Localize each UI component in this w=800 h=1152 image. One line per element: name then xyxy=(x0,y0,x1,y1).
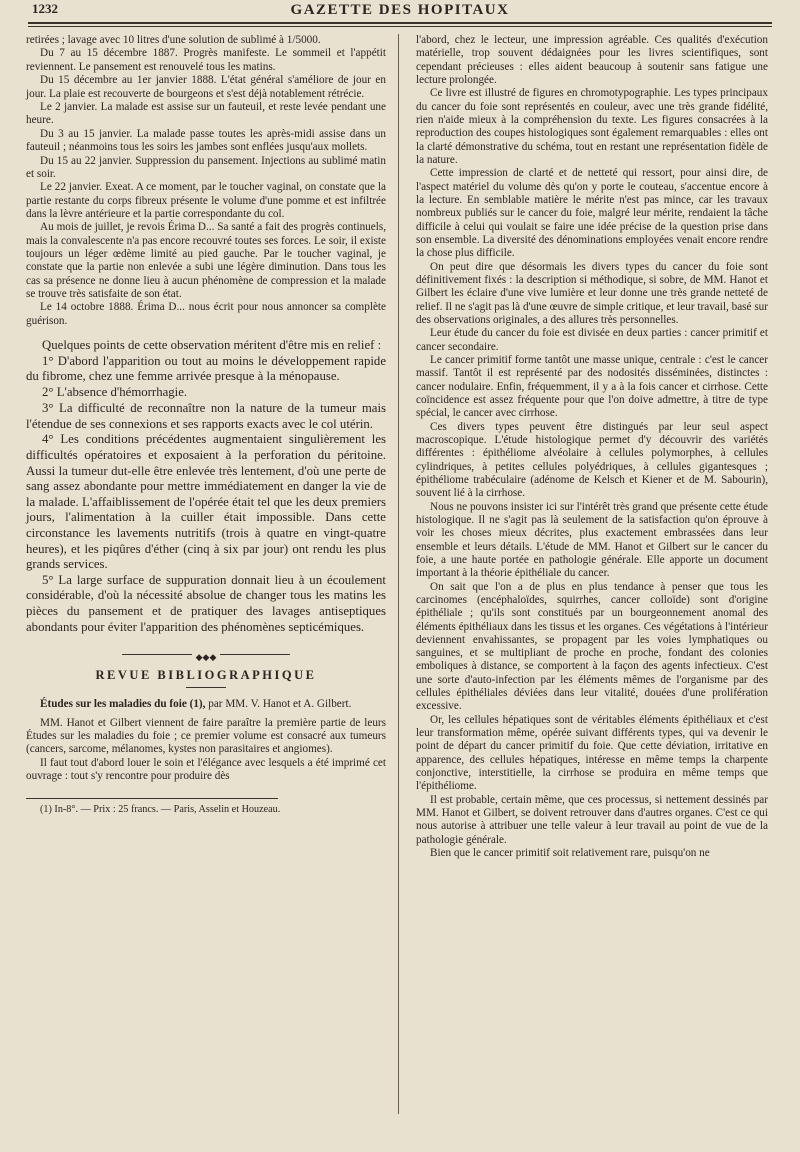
case-note: Du 7 au 15 décembre 1887. Progrès manifeste. Le sommeil et l'appétit reviennent. Le pansement est renouvelé tous les matins. xyxy=(26,47,386,73)
case-note: Le 2 janvier. La malade est assise sur un fauteuil, et reste levée pendant une heure. xyxy=(26,101,386,127)
journal-title: GAZETTE DES HOPITAUX xyxy=(290,2,510,18)
case-note: Au mois de juillet, je revois Érima D... Sa santé a fait des progrès continuels, mais la convalescente n'a pas encore recouvré toutes ses forces. Le soir, il existe toujours un léger œdème limité au pied gauche. Par le toucher vaginal, je constate que la partie non enlevée a subi une légère diminution. Dans tous les cas sa présence ne donne lieu à aucun phénomène de compression et la malade se trouve très satisfaite de son état. xyxy=(26,221,386,300)
review-paragraph: Bien que le cancer primitif soit relativement rare, puisqu'on ne xyxy=(430,847,710,860)
book-entry xyxy=(26,698,386,711)
column-separator xyxy=(398,34,399,1114)
case-notes xyxy=(26,34,386,328)
footnote: (1) In-8°. — Prix : 25 francs. — Paris, Asselin et Houzeau. xyxy=(40,803,281,815)
review-paragraph: Or, les cellules hépatiques sont de véritables éléments épithéliaux et c'est leur transformation même, opérée suivant différents types, qui va devenir le point de départ du cancer primitif du foie. Que cette déviation, irritative en apparence, des cellules hépatiques, intéresse en même temps la charpente conjonctive, interstitielle, la cirrhose se produira en même temps que l'épithéliome. xyxy=(416,713,768,793)
review-paragraph: Leur étude du cancer du foie est divisée en deux parties : cancer primitif et cancer secondaire. xyxy=(416,327,768,353)
case-note: Du 15 au 22 janvier. Suppression du pansement. Injections au sublimé matin et soir. xyxy=(26,154,386,180)
page-header xyxy=(28,0,772,24)
book-authors: par MM. V. Hanot et A. Gilbert. xyxy=(208,697,352,710)
case-note: Du 15 décembre au 1er janvier 1888. L'état général s'améliore de jour en jour. La plaie est recouverte de bourgeons et s'est déjà notablement rétrécie. xyxy=(26,74,386,100)
remark: 3° La difficulté de reconnaître non la nature de la tumeur mais l'étendue de ses connexions et ses rapports exacts avec le col utérin. xyxy=(26,400,386,431)
review-paragraph: Il est probable, certain même, que ces processus, si nettement dessinés par MM. Hanot et Gilbert, se doivent retrouver dans d'autres organes. C'est ce qui nous autorise à attribuer une telle valeur à leur travail au point de vue de la pathologie générale. xyxy=(416,793,768,846)
header-rule xyxy=(28,26,772,27)
review-paragraph: Il faut tout d'abord louer le soin et l'élégance avec lesquels a été imprimé cet ouvrage : tout s'y rencontre pour produire dès xyxy=(26,756,386,783)
remark: 1° D'abord l'apparition ou tout au moins le développement rapide du fibrome, chez une femme arrivée presque à la ménopause. xyxy=(26,353,386,384)
review-paragraph: l'abord, chez le lecteur, une impression agréable. Ces qualités d'exécution matérielle, trop souvent dédaignées pour les livres scientifiques, sont cependant précieuses : elles aident beaucoup à soutenir sans fatigue une lecture prolongée. xyxy=(416,34,768,86)
observation-remarks xyxy=(26,338,386,635)
review-paragraph: Nous ne pouvons insister ici sur l'intérêt très grand que présente cette étude histologique. Il ne s'agit pas là seulement de la satisfaction qu'on éprouve à voir les choses mieux décrites, plus exactement embrassées dans leur ensemble et leurs détails. L'étude de MM. Hanot et Gilbert sur le cancer du foie, a une haute portée en pathologie générale. Elle apporte un document important à la théorie épithéliale du cancer. xyxy=(416,500,768,580)
review-paragraph: Ce livre est illustré de figures en chromotypographie. Les types principaux du cancer du foie sont représentés en couleur, avec une très grande fidélité, rien n'aide mieux à la compréhension du texte. Les figures consacrées à la reproduction des coupes histologiques sont également remarquables : elles ont la clarté démonstrative du schéma, tout en restant une représentation fidèle de la nature. xyxy=(416,87,768,166)
footnote-rule xyxy=(26,798,278,799)
page-number: 1232 xyxy=(32,1,58,16)
review-paragraph: On sait que l'on a de plus en plus tendance à penser que tous les carcinomes (encéphaloïdes, squirrhes, cancer colloïde) sont d'origine épithéliale ; qu'ils sont constitués par un bourgeonnement anomal des éléments épithéliaux dans les tissus et les organes. Ces végétations à l'intérieur deviennent envahissantes, se propagent par les voies lymphatiques ou sanguines, et se multipliant de proche en proche, fondant des colonies emboliques à distance, se comportent à la façon des agents infectieux. C'est une sorte d'auto-infection par les éléments mêmes de l'organisme par des cellules épithéliales déviées dans leur vitalité, douées d'une prolifération excessive. xyxy=(416,580,768,713)
section-title: REVUE BIBLIOGRAPHIQUE xyxy=(95,668,317,683)
review-paragraph: Ces divers types peuvent être distingués par leur seul aspect macroscopique. L'étude histologique permet d'y découvrir des variétés différentes : épithéliome alvéolaire à cellules polymorphes, à cellules cylindriques, à petites cellules polyédriques, à cellules gigantesques ; épithéliome trabéculaire (adénome de Kelsch et Kiener et de M. Sabourin), souvent lié à la cirrhose. xyxy=(416,420,768,500)
case-note: Du 3 au 15 janvier. La malade passe toutes les après-midi assise dans un fauteuil ; néanmoins tous les soirs les jambes sont enflées jusqu'aux mollets. xyxy=(26,127,386,154)
right-column xyxy=(416,34,768,860)
remark: 4° Les conditions précédentes augmentaient singulièrement les difficultés opératoires et exposaient à la perforation du péritoine. Aussi la tumeur dut-elle être enlevée très lentement, d'où une perte de sang assez abondante pour mettre immédiatement en danger la vie de la malade. L'affaiblissement de l'opérée était tel que les deux premiers jours, l'alimentation à la cuiller était impossible. Dans cette circonstance les lavements nutritifs (trois à quatre en vingt-quatre heures), et les piqûres d'éther (cinq à six par jour) ont rendu les plus grands services. xyxy=(26,432,386,572)
review-paragraph: Le cancer primitif forme tantôt une masse unique, centrale : c'est le cancer massif. Tantôt il est représenté par des nodosités disséminées, distinctes : cancer nodulaire. Enfin, fréquemment, il y a à la fois cancer et cirrhose. Cette coïncidence est assez fréquente pour que l'on doive admettre, à titre de type spécial, le cancer avec cirrhose. xyxy=(416,354,768,420)
book-title: Études sur les maladies du foie (1), xyxy=(40,697,206,710)
case-note: Le 22 janvier. Exeat. A ce moment, par le toucher vaginal, on constate que la partie restante du corps fibreux présente le volume d'une pomme et est infiltrée dans la lèvre antérieure et la partie correspondante du col. xyxy=(26,181,386,220)
section-divider: ◆◆◆ xyxy=(26,651,386,657)
remark: 2° L'absence d'hémorrhagie. xyxy=(42,385,188,400)
remark: 5° La large surface de suppuration donnait lieu à un écoulement considérable, d'où la nécessité absolue de changer tous les matins les pièces du pansement et de pratiquer des lavages antiseptiques abondants pour éviter l'apparition des phénomènes septicémiques. xyxy=(26,572,386,634)
review-paragraph: On peut dire que désormais les divers types du cancer du foie sont définitivement fixés : la description si méthodique, si sobre, de MM. Hanot et Gilbert les éclaire d'une vive lumière et leur donne une très grande netteté de relief. Il ne s'agit pas là d'une œuvre de simple critique, et leur travail, basé sur des observations originales, a des allures très personnelles. xyxy=(416,260,768,326)
case-note: Le 14 octobre 1888. Érima D... nous écrit pour nous annoncer sa complète guérison. xyxy=(26,301,386,327)
review-paragraph: Cette impression de clarté et de netteté qui ressort, pour ainsi dire, de l'aspect matériel du volume dès qu'on y porte le couteau, s'accentue encore à la lecture. En semblable matière le mérite n'est pas mince, car les travaux nombreux publiés sur le cancer du foie, malgré leur mérite, rendaient la tâche difficile à celui qui voulait se faire une idée précise de la question prise dans son ensemble. La diversité des dénominations employées venait encore rendre la chose plus difficile. xyxy=(416,167,768,260)
title-rule xyxy=(186,687,226,688)
review-paragraph: MM. Hanot et Gilbert viennent de faire paraître la première partie de leurs Études sur les maladies du foie ; ce premier volume est consacré aux tumeurs (cancers, sarcome, mélanomes, kystes non parasitaires et angiomes). xyxy=(26,716,386,756)
remark: Quelques points de cette observation méritent d'être mis en relief : xyxy=(42,338,382,353)
left-column xyxy=(26,34,386,816)
case-note: retirées ; lavage avec 10 litres d'une solution de sublimé à 1/5000. xyxy=(26,34,321,46)
